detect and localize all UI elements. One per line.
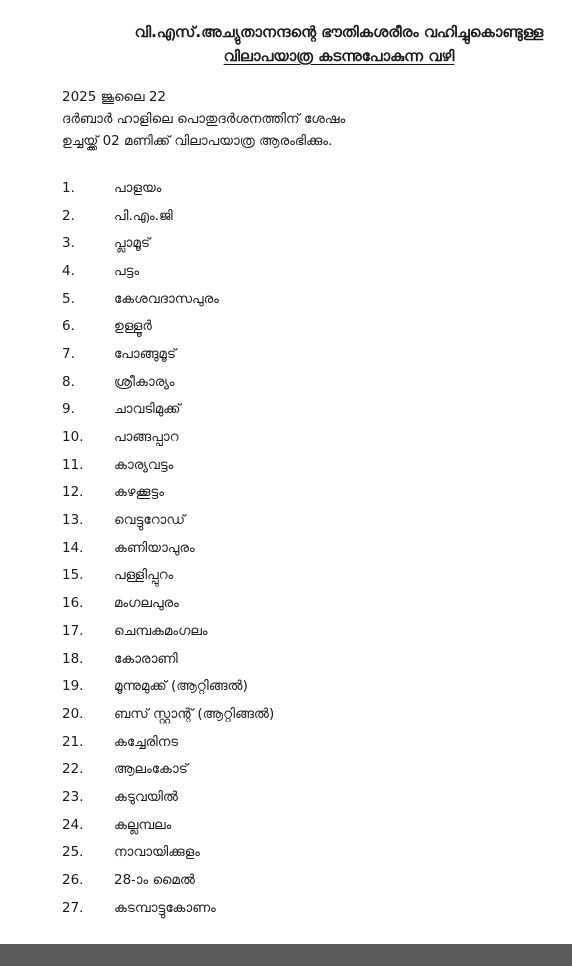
route-item-place: കേശവദാസപുരം xyxy=(114,290,219,307)
route-item-number: 6. xyxy=(62,318,75,335)
route-item-number: 24. xyxy=(62,816,84,833)
route-item-number: 16. xyxy=(62,595,84,612)
route-item-place: മൂന്നുമുക്ക് (ആറ്റിങ്ങൽ) xyxy=(114,678,248,695)
route-item xyxy=(62,340,274,368)
route-item xyxy=(62,672,274,700)
route-item-place: പാങ്ങപ്പാറ xyxy=(114,429,179,446)
route-item xyxy=(62,506,274,534)
route-item-number: 14. xyxy=(62,539,84,556)
route-item xyxy=(62,562,274,590)
route-list xyxy=(62,174,274,922)
title-line-1: വി.എസ്.അച്യുതാനന്ദന്റെ ഭൗതികശരീരം വഹിച്ചുകൊണ്ടുള്ള xyxy=(134,23,544,41)
route-item xyxy=(62,451,274,479)
bottom-bar xyxy=(0,944,572,966)
route-item-place: കച്ചേരിനട xyxy=(114,733,179,750)
route-item-place: ഉള്ളൂർ xyxy=(114,318,152,335)
route-item-place: ബസ് സ്റ്റാന്റ് (ആറ്റിങ്ങൽ) xyxy=(114,705,275,722)
route-item xyxy=(62,589,274,617)
route-item-number: 10. xyxy=(62,429,84,446)
route-item xyxy=(62,755,274,783)
route-item xyxy=(62,811,274,839)
route-item-place: പ്ലാമൂട് xyxy=(114,235,151,252)
route-item xyxy=(62,645,274,673)
route-item-place: കല്ലമ്പലം xyxy=(114,816,172,833)
route-item xyxy=(62,894,274,922)
route-item-number: 19. xyxy=(62,678,84,695)
route-item-number: 12. xyxy=(62,484,84,501)
route-item-number: 18. xyxy=(62,650,84,667)
route-item xyxy=(62,202,274,230)
route-item-place: ശ്രീകാര്യം xyxy=(114,373,175,390)
route-item-number: 11. xyxy=(62,456,84,473)
route-item xyxy=(62,368,274,396)
intro-block xyxy=(62,86,345,152)
route-item xyxy=(62,617,274,645)
route-item xyxy=(62,866,274,894)
route-item xyxy=(62,396,274,424)
route-item-place: വെട്ടുറോഡ് xyxy=(114,512,186,529)
route-item xyxy=(62,423,274,451)
title-line-2: വിലാപയാത്ര കടന്നുപോകുന്ന വഴി xyxy=(223,47,455,65)
route-item-number: 25. xyxy=(62,844,84,861)
route-item xyxy=(62,479,274,507)
route-item-place: ആലംകോട് xyxy=(114,761,188,778)
route-item-place: ചെമ്പകമംഗലം xyxy=(114,622,208,639)
route-item xyxy=(62,700,274,728)
route-item-number: 20. xyxy=(62,705,84,722)
route-item-number: 23. xyxy=(62,788,84,805)
route-item xyxy=(62,728,274,756)
route-item-place: കാര്യവട്ടം xyxy=(114,456,174,473)
route-item xyxy=(62,534,274,562)
route-item-place: മംഗലപുരം xyxy=(114,595,179,612)
route-item-number: 22. xyxy=(62,761,84,778)
document-title xyxy=(110,20,568,68)
route-item-number: 21. xyxy=(62,733,84,750)
route-item-number: 5. xyxy=(62,290,75,307)
route-item-place: കടുവയിൽ xyxy=(114,788,178,805)
route-item-number: 26. xyxy=(62,872,84,889)
route-item-number: 2. xyxy=(62,207,75,224)
route-item-number: 15. xyxy=(62,567,84,584)
route-item-number: 1. xyxy=(62,179,75,196)
route-item-place: പട്ടം xyxy=(114,262,140,279)
route-item-place: കണിയാപുരം xyxy=(114,539,195,556)
route-item-place: പോങ്ങുമൂട് xyxy=(114,345,177,362)
route-item-number: 4. xyxy=(62,262,75,279)
route-item-place: പി.എം.ജി xyxy=(114,207,173,224)
route-item-place: കോരാണി xyxy=(114,650,178,667)
route-item-number: 3. xyxy=(62,235,75,252)
route-item xyxy=(62,285,274,313)
route-item-number: 13. xyxy=(62,512,84,529)
route-item-number: 7. xyxy=(62,345,75,362)
route-item-place: കടമ്പാട്ടുകോണം xyxy=(114,899,216,916)
route-item-place: പള്ളിപ്പുറം xyxy=(114,567,174,584)
route-item xyxy=(62,839,274,867)
intro-line-2: ഉച്ചയ്ക്ക് 02 മണിക്ക് വിലാപയാത്ര ആരംഭിക്കും. xyxy=(62,133,333,149)
intro-date: 2025 ജൂലൈ 22 xyxy=(62,89,166,105)
route-item xyxy=(62,257,274,285)
route-item-number: 17. xyxy=(62,622,84,639)
route-item xyxy=(62,783,274,811)
route-item-place: പാളയം xyxy=(114,179,162,196)
route-item-place: ചാവടിമുക്ക് xyxy=(114,401,181,418)
route-item-number: 27. xyxy=(62,899,84,916)
intro-line-1: ദർബാർ ഹാളിലെ പൊതുദർശനത്തിന് ശേഷം xyxy=(62,111,346,127)
route-item xyxy=(62,229,274,257)
route-item xyxy=(62,174,274,202)
route-item-number: 8. xyxy=(62,373,75,390)
route-item-number: 9. xyxy=(62,401,75,418)
route-item-place: കഴക്കൂട്ടം xyxy=(114,484,165,501)
route-item xyxy=(62,312,274,340)
route-item-place: 28-ാം മൈൽ xyxy=(114,872,195,889)
route-item-place: നാവായിക്കുളം xyxy=(114,844,200,861)
